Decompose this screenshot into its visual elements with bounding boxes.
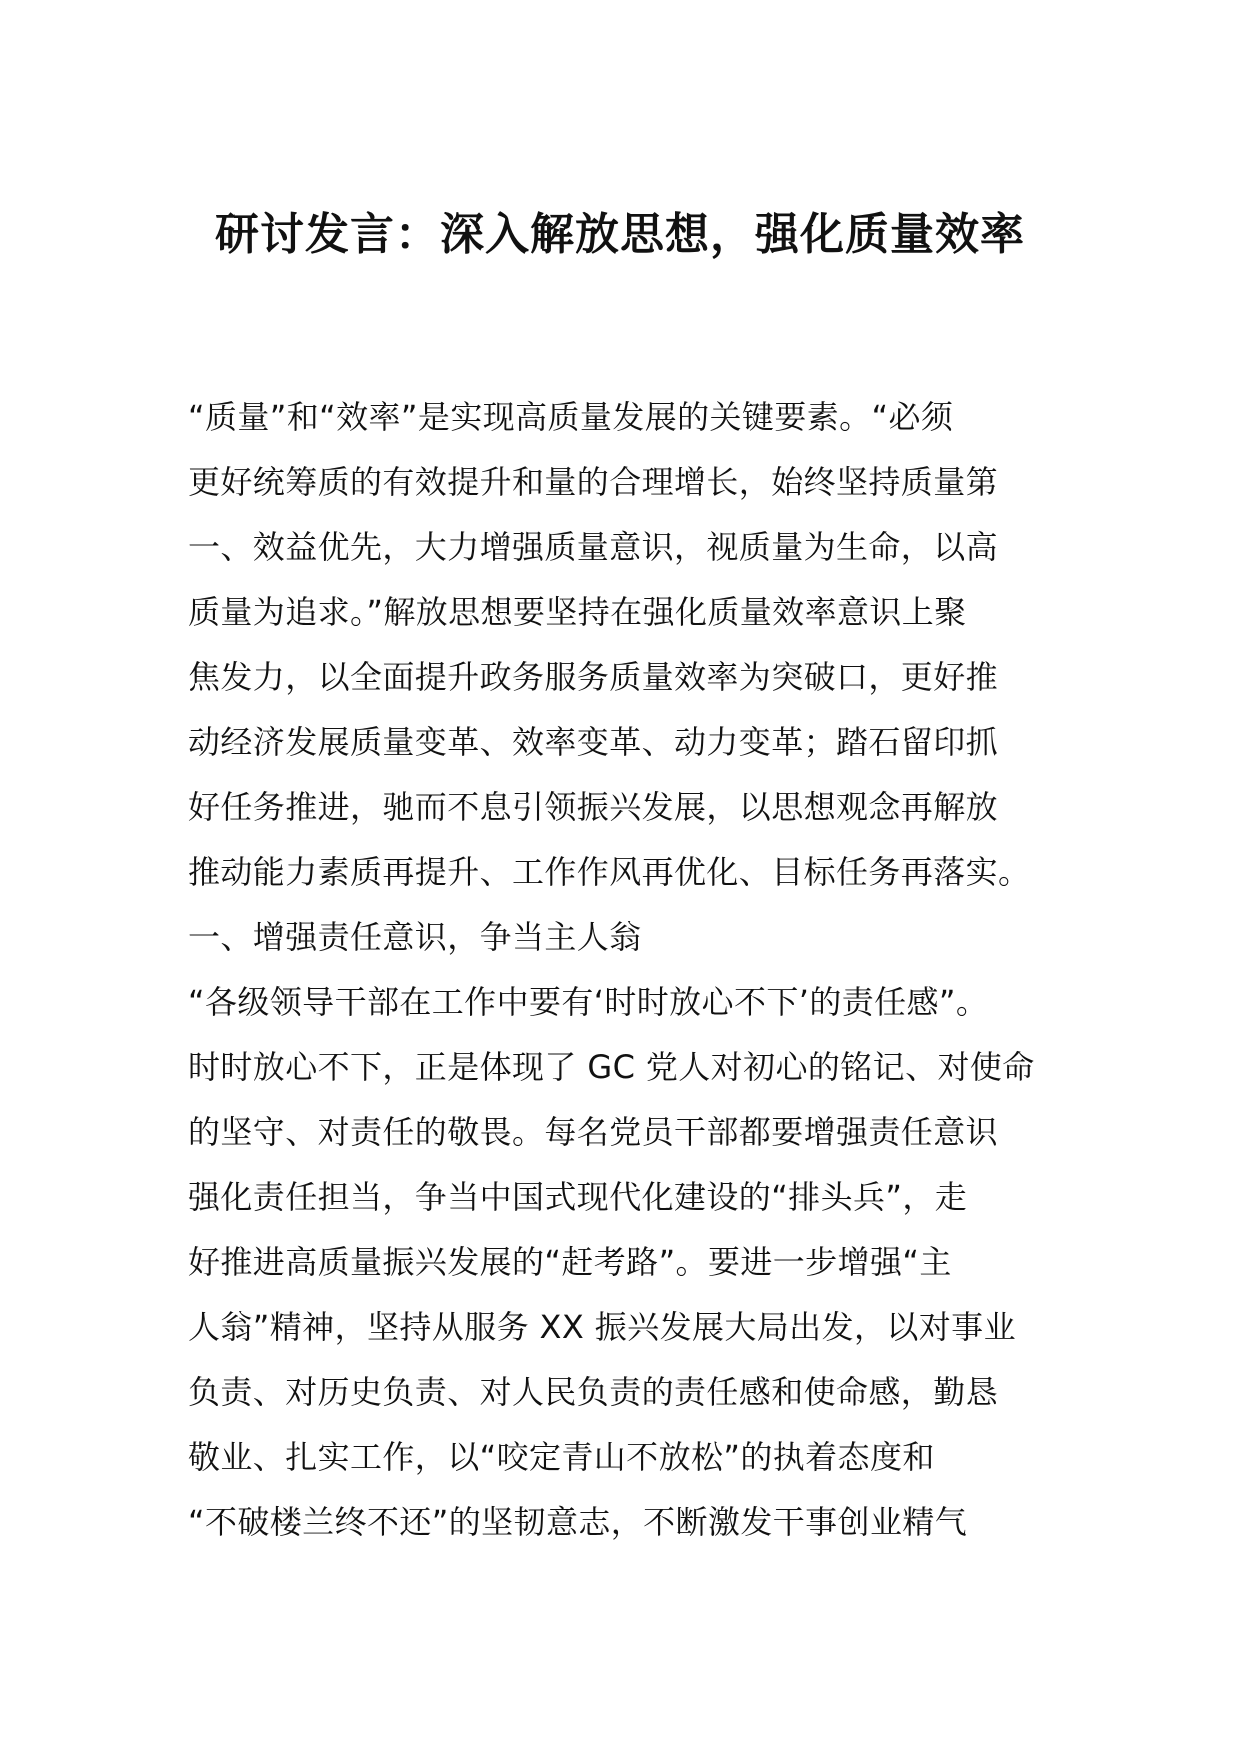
section-heading: 一、增强责任意识，争当主人翁 [188, 918, 642, 956]
body-line-6: 动经济发展质量变革、效率变革、动力变革；踏石留印抓 [188, 723, 999, 761]
body-line-18: “不破楼兰终不还”的坚韧意志，不断激发干事创业精气 [188, 1503, 968, 1541]
body-line-15: 人翁”精神，坚持从服务 XX 振兴发展大局出发，以对事业 [188, 1308, 1016, 1346]
body-line-2: 更好统筹质的有效提升和量的合理增长，始终坚持质量第 [188, 463, 999, 501]
body-line-11: 时时放心不下，正是体现了 GC 党人对初心的铭记、对使命 [188, 1048, 1035, 1086]
body-line-1: “质量”和“效率”是实现高质量发展的关键要素。“必须 [188, 398, 954, 436]
body-line-17: 敬业、扎实工作，以“咬定青山不放松”的执着态度和 [188, 1438, 935, 1476]
document-body [188, 385, 1068, 1555]
body-line-16: 负责、对历史负责、对人民负责的责任感和使命感，勤恳 [188, 1373, 999, 1411]
document-title: 研讨发言：深入解放思想，强化质量效率 [215, 209, 1025, 260]
body-line-10: “各级领导干部在工作中要有‘时时放心不下’的责任感”。 [188, 983, 989, 1021]
body-line-12: 的坚守、对责任的敬畏。每名党员干部都要增强责任意识 [188, 1113, 999, 1151]
body-line-8: 推动能力素质再提升、工作作风再优化、目标任务再落实。 [188, 853, 1031, 891]
body-line-13: 强化责任担当，争当中国式现代化建设的“排头兵”，走 [188, 1178, 968, 1216]
body-line-7: 好任务推进，驰而不息引领振兴发展，以思想观念再解放 [188, 788, 999, 826]
body-line-5: 焦发力，以全面提升政务服务质量效率为突破口，更好推 [188, 658, 999, 696]
body-line-4: 质量为追求。”解放思想要坚持在强化质量效率意识上聚 [188, 593, 967, 631]
body-line-14: 好推进高质量振兴发展的“赶考路”。要进一步增强“主 [188, 1243, 952, 1281]
body-line-3: 一、效益优先，大力增强质量意识，视质量为生命，以高 [188, 528, 999, 566]
